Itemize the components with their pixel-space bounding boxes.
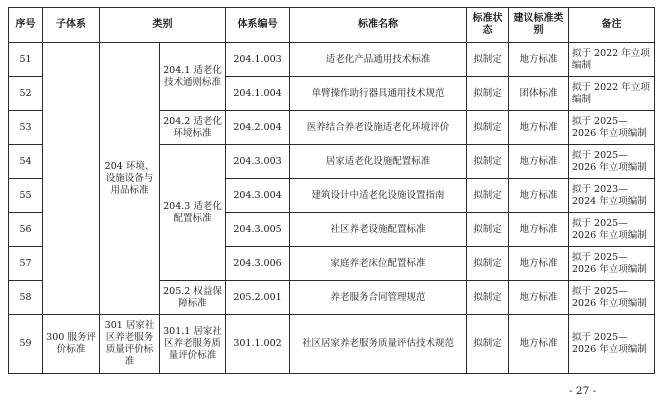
row-type: 地方标准 — [509, 111, 569, 145]
row-status: 拟制定 — [467, 247, 509, 281]
row-seq: 55 — [9, 179, 43, 213]
row-name: 单臂操作助行器具通用技术规范 — [290, 77, 467, 111]
row-code: 204.1.004 — [226, 77, 290, 111]
category-204-3: 204.3 适老化配置标准 — [160, 145, 226, 281]
row-seq: 59 — [9, 315, 43, 374]
category-204-2: 204.2 适老化环境标准 — [160, 111, 226, 145]
standards-table — [8, 7, 655, 374]
row-name: 社区养老设施配置标准 — [290, 213, 467, 247]
header-category: 类别 — [100, 8, 226, 43]
row-status: 拟制定 — [467, 179, 509, 213]
subsystem-300: 300 服务评价标准 — [43, 315, 100, 374]
row-code: 204.3.005 — [226, 213, 290, 247]
header-code: 体系编号 — [226, 8, 290, 43]
header-suggested-type: 建议标准类别 — [509, 8, 569, 43]
row-name: 养老服务合同管理规范 — [290, 281, 467, 315]
row-type: 地方标准 — [509, 281, 569, 315]
table-row — [9, 43, 655, 77]
row-type: 地方标准 — [509, 315, 569, 374]
row-seq: 51 — [9, 43, 43, 77]
row-seq: 57 — [9, 247, 43, 281]
subsystem-cell-empty — [43, 43, 100, 315]
row-code: 204.3.004 — [226, 179, 290, 213]
category-205-2: 205.2 权益保障标准 — [160, 281, 226, 315]
header-seq: 序号 — [9, 8, 43, 43]
row-seq: 56 — [9, 213, 43, 247]
row-name: 家庭养老床位配置标准 — [290, 247, 467, 281]
row-type: 地方标准 — [509, 145, 569, 179]
row-code: 205.2.001 — [226, 281, 290, 315]
category-204-1: 204.1 适老化技术通则标准 — [160, 43, 226, 111]
row-code: 204.2.004 — [226, 111, 290, 145]
row-seq: 52 — [9, 77, 43, 111]
row-status: 拟制定 — [467, 43, 509, 77]
row-name: 适老化产品通用技术标准 — [290, 43, 467, 77]
row-remark: 拟于 2025—2026 年立项编制 — [569, 145, 655, 179]
page-number: - 27 - — [569, 385, 597, 397]
row-remark: 拟于 2025—2026 年立项编制 — [569, 111, 655, 145]
category-301: 301 居家社区养老服务质量评价标准 — [100, 315, 160, 374]
row-code: 204.1.003 — [226, 43, 290, 77]
row-seq: 54 — [9, 145, 43, 179]
header-remark: 备注 — [569, 8, 655, 43]
header-name: 标准名称 — [290, 8, 467, 43]
row-remark: 拟于 2023—2024 年立项编制 — [569, 179, 655, 213]
row-remark: 拟于 2025—2026 年立项编制 — [569, 281, 655, 315]
header-subsystem: 子体系 — [43, 8, 100, 43]
row-remark: 拟于 2025—2026 年立项编制 — [569, 315, 655, 374]
row-status: 拟制定 — [467, 315, 509, 374]
row-type: 地方标准 — [509, 213, 569, 247]
row-name: 社区居家养老服务质量评估技术规范 — [290, 315, 467, 374]
row-name: 居家适老化设施配置标准 — [290, 145, 467, 179]
row-remark: 拟于 2022 年立项编制 — [569, 43, 655, 77]
row-type: 地方标准 — [509, 179, 569, 213]
row-status: 拟制定 — [467, 213, 509, 247]
table-header-row — [9, 8, 655, 43]
row-type: 地方标准 — [509, 247, 569, 281]
row-seq: 53 — [9, 111, 43, 145]
row-remark: 拟于 2022 年立项编制 — [569, 77, 655, 111]
header-status: 标准状态 — [467, 8, 509, 43]
row-status: 拟制定 — [467, 111, 509, 145]
row-seq: 58 — [9, 281, 43, 315]
category-204: 204 环境、设施设备与用品标准 — [100, 43, 160, 315]
row-remark: 拟于 2025—2026 年立项编制 — [569, 247, 655, 281]
row-name: 建筑设计中适老化设施设置指南 — [290, 179, 467, 213]
table-row — [9, 315, 655, 374]
row-remark: 拟于 2025—2026 年立项编制 — [569, 213, 655, 247]
row-code: 204.3.003 — [226, 145, 290, 179]
row-code: 204.3.006 — [226, 247, 290, 281]
row-code: 301.1.002 — [226, 315, 290, 374]
row-name: 医养结合养老设施适老化环境评价 — [290, 111, 467, 145]
row-status: 拟制定 — [467, 145, 509, 179]
category-301-1: 301.1 居家社区养老服务质量评价标准 — [160, 315, 226, 374]
row-status: 拟制定 — [467, 281, 509, 315]
row-type: 地方标准 — [509, 43, 569, 77]
row-type: 团体标准 — [509, 77, 569, 111]
row-status: 拟制定 — [467, 77, 509, 111]
